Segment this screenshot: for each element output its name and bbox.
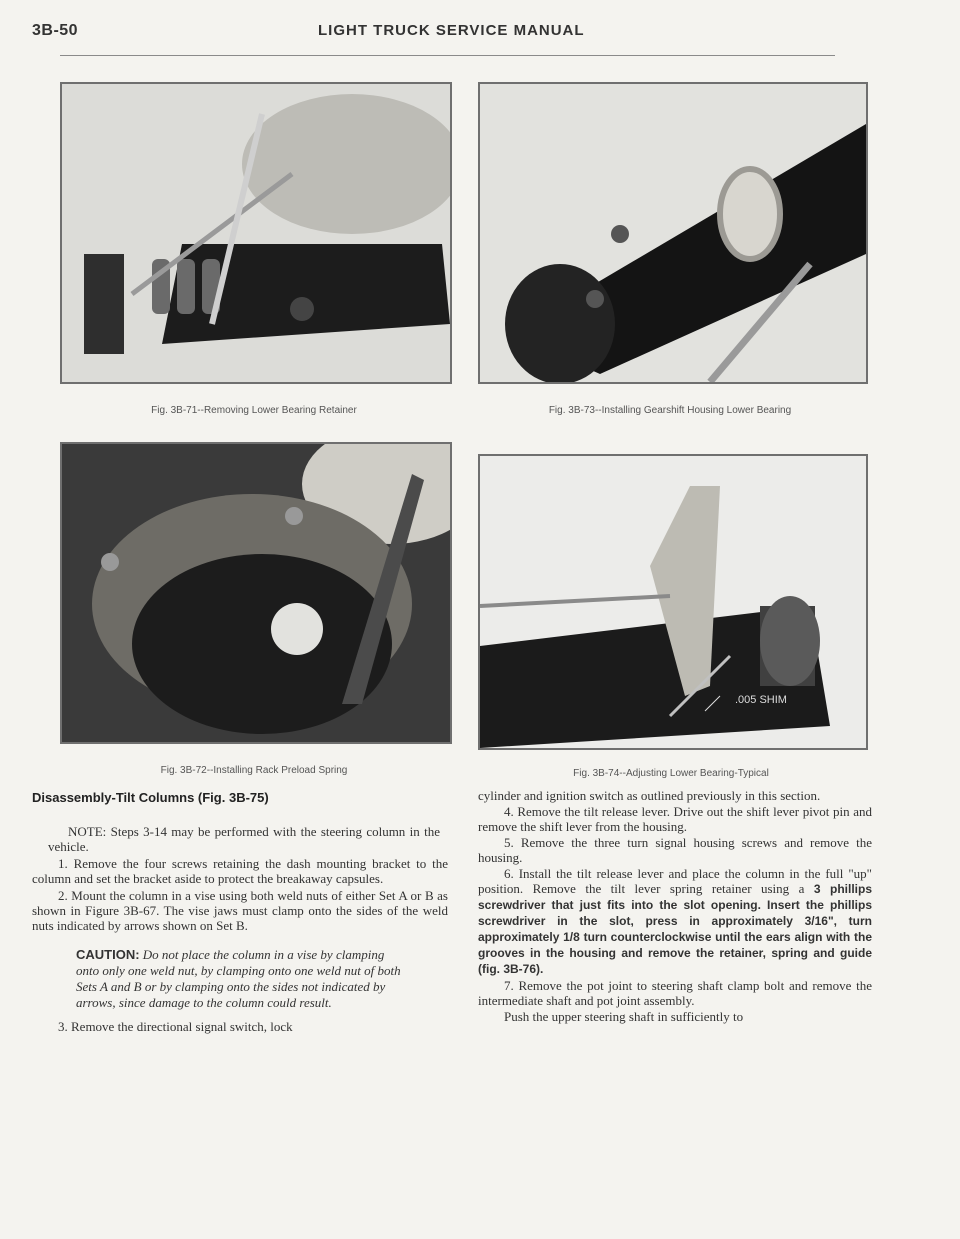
figure-3b-73-caption: Fig. 3B-73--Installing Gearshift Housing Lower Bearing xyxy=(548,405,792,416)
note-paragraph: NOTE: Steps 3-14 may be performed with the steering column in the vehicle. xyxy=(48,824,440,854)
continued-paragraph: cylinder and ignition switch as outlined previously in this section. xyxy=(478,788,821,803)
figure-3b-72-photo xyxy=(60,442,452,744)
step-3: 3. Remove the directional signal switch, lock xyxy=(58,1019,293,1034)
caution-block xyxy=(32,947,448,1011)
step-5: 5. Remove the three turn signal housing screws and remove the housing. xyxy=(478,835,872,865)
step-1: 1. Remove the four screws retaining the dash mounting bracket to the column and set the bracket aside to protect the breakaway capsules. xyxy=(32,856,448,886)
left-column-body xyxy=(32,824,448,1034)
manual-title: LIGHT TRUCK SERVICE MANUAL xyxy=(318,22,585,39)
shim-callout: .005 SHIM xyxy=(735,694,787,706)
step-6 xyxy=(478,866,872,977)
step-2: 2. Mount the column in a vise using both weld nuts of either Set A or B as shown in Figure 3B-67. The vise jaws must clamp onto the sides of the weld nuts indicated by arrows shown on Set B. xyxy=(32,888,448,933)
figure-3b-71-photo xyxy=(60,82,452,384)
right-column-body xyxy=(478,788,872,1024)
header-rule xyxy=(60,55,835,56)
step-7-continued: Push the upper steering shaft in sufficiently to xyxy=(504,1009,744,1024)
step-6-text: 6. Install the tilt release lever and place the column in the full "up" position. Remove the tilt lever spring retainer using a xyxy=(478,866,872,896)
figure-3b-74-photo xyxy=(478,454,868,750)
step-4: 4. Remove the tilt release lever. Drive out the shift lever pivot pin and remove the shift lever from the housing. xyxy=(478,804,872,834)
caution-label: CAUTION: xyxy=(76,947,140,962)
page-number: 3B-50 xyxy=(32,22,79,39)
figure-3b-73-photo xyxy=(478,82,868,384)
figure-3b-71-caption: Fig. 3B-71--Removing Lower Bearing Retainer xyxy=(151,405,357,416)
figure-3b-74-caption: Fig. 3B-74--Adjusting Lower Bearing-Typical xyxy=(573,768,769,779)
figure-3b-72-caption: Fig. 3B-72--Installing Rack Preload Spring xyxy=(160,765,348,776)
caution-text: Do not place the column in a vise by clamping onto only one weld nut, by clamping onto one weld nut of both Sets A and B or by clamping onto the sides not indicated by arrows, since damage to the column could result. xyxy=(76,947,401,1010)
section-heading: Disassembly-Tilt Columns (Fig. 3B-75) xyxy=(32,790,269,805)
step-6-bold-text: 3 phillips screwdriver that just fits into the slot opening. Insert the phillips screwdriver in the slot, press in approximately 3/16", turn approximately 1/8 turn counterclockwise until the ears align with the grooves in the housing and remove the retainer, spring and guide (fig. 3B-76). xyxy=(478,882,873,976)
step-7: 7. Remove the pot joint to steering shaft clamp bolt and remove the intermediate shaft and pot joint assembly. xyxy=(478,978,872,1008)
